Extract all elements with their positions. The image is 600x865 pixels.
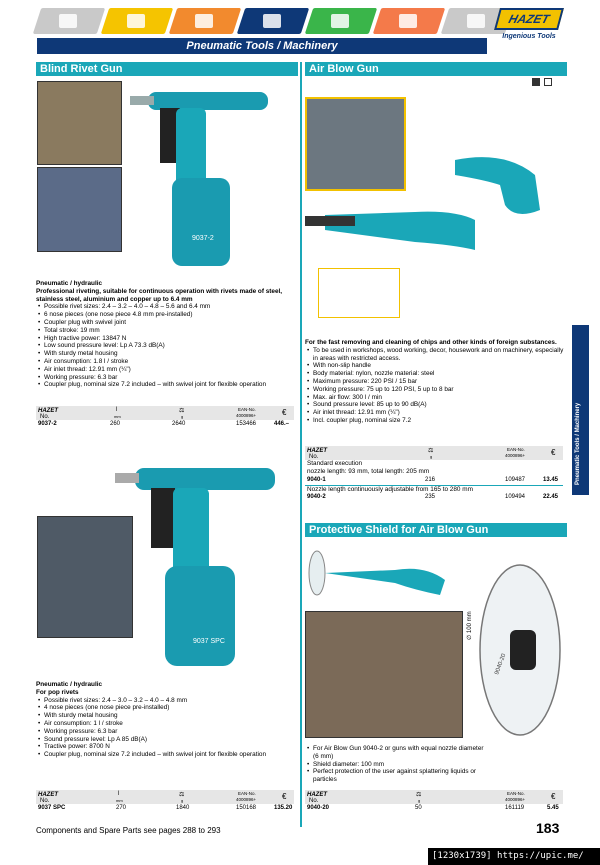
workshop-photo-2 xyxy=(37,167,122,252)
list-item: • Air consumption: 1 l / stroke xyxy=(44,720,298,728)
list-item: • 4 nose pieces (one nose piece pre-installed) xyxy=(44,704,298,712)
pack-icon-2 xyxy=(544,78,552,86)
column-divider xyxy=(300,62,302,827)
desc-1-heading: Pneumatic / hydraulic xyxy=(36,280,103,287)
table-row: 9037 SPC 270 1840 150168 135.20 xyxy=(38,805,293,811)
socket-icon xyxy=(195,14,213,28)
list-item: • Air consumption: 1.8 l / stroke xyxy=(44,358,298,366)
usage-sketch xyxy=(318,268,400,318)
rivet-gun-2-image xyxy=(115,448,285,678)
weight-unit: g xyxy=(181,414,184,419)
desc-1-subheading: Professional riveting, suitable for continuous operation with rivets made of steel, stainless steel, aluminium and copper up to 6.4 mm xyxy=(36,287,283,303)
pack-icon-1 xyxy=(532,78,540,86)
air-heading: For the fast removing and cleaning of chips and other kinds of foreign substances. xyxy=(305,339,557,346)
list-item: • Incl. coupler plug, nominal size 7.2 xyxy=(313,417,565,425)
shield-part-label: 9040-20 xyxy=(494,652,508,676)
list-item: • For Air Blow Gun 9040-2 or guns with equal nozzle diameter (6 mm) xyxy=(313,745,485,761)
logo-subtitle: Ingenious Tools xyxy=(502,33,556,40)
table-header xyxy=(36,406,294,420)
page-number: 183 xyxy=(536,820,560,836)
list-item: • Coupler plug, nominal size 7.2 included – with swivel joint for flexible operation xyxy=(44,751,298,759)
list-item: • Sound pressure level: 85 up to 90 dB(A) xyxy=(313,401,565,409)
wrench-icon xyxy=(127,14,145,28)
currency-col: € xyxy=(282,408,287,417)
table-air-blow xyxy=(305,446,563,502)
shield-desc xyxy=(305,745,485,784)
shield-gun-image xyxy=(305,545,455,600)
weight-icon: ⚖ xyxy=(179,792,185,798)
list-item: • High tractive power: 13847 N xyxy=(44,335,298,343)
list-item: • Coupler plug with swivel joint xyxy=(44,319,298,327)
tab-socket-icon[interactable] xyxy=(169,8,241,34)
tab-wrench-icon[interactable] xyxy=(101,8,173,34)
list-item: • Air inlet thread: 12.91 mm (¼") xyxy=(313,409,565,417)
weight-icon: ⚖ xyxy=(428,448,434,454)
tab-measuring-icon[interactable] xyxy=(305,8,377,34)
brand-col: HAZET xyxy=(38,408,58,414)
pliers-icon xyxy=(399,14,417,28)
gun-2-label: 9037 SPC xyxy=(193,638,225,645)
list-item: • Shield diameter: 100 mm xyxy=(313,761,485,769)
list-item: • Air inlet thread: 12.91 mm (¼") xyxy=(44,366,298,374)
table-9037-2 xyxy=(36,406,294,429)
table-header: HAZET No. l mm ⚖ g EAN-No. 4000896+ € xyxy=(36,790,294,804)
list-item: • Tractive power: 8700 N xyxy=(44,743,298,751)
category-tabs xyxy=(37,8,509,34)
tab-pliers-icon[interactable] xyxy=(373,8,445,34)
section-header-blind-rivet: Blind Rivet Gun xyxy=(36,62,298,76)
blind-rivet-desc-2 xyxy=(36,681,298,759)
measuring-icon xyxy=(331,14,349,28)
ean-col: EAN-No. xyxy=(238,407,256,412)
desc-2-subheading: For pop rivets xyxy=(36,688,79,696)
table-row: 9040-2 235 109494 22.45 xyxy=(307,494,559,501)
table-header: HAZET No. ⚖ g EAN-No. 4000896+ € xyxy=(305,790,563,804)
list-item: • Working pressure: 6.3 bar xyxy=(44,728,298,736)
list-item: • 6 nose pieces (one nose piece 4.8 mm pre-installed) xyxy=(44,311,298,319)
list-item: • Body material: nylon, nozzle material: steel xyxy=(313,370,565,378)
air-blow-desc xyxy=(305,339,565,425)
length-col: l xyxy=(116,407,118,413)
list-item: • Possible rivet sizes: 2.4 – 3.0 – 3.2 – 4.0 – 4.8 mm xyxy=(44,697,298,705)
list-item: • Possible rivet sizes: 2.4 – 3.2 – 4.0 – 4.8 – 5.6 and 6.4 mm xyxy=(44,303,298,311)
list-item: • Max. air flow: 300 l / min xyxy=(313,394,565,402)
dimension-label: ∅ 100 mm xyxy=(467,611,473,640)
tab-book-icon[interactable] xyxy=(33,8,105,34)
workshop-photo-1 xyxy=(37,81,122,165)
source-url: [1230x1739] https://upic.me/ xyxy=(428,848,600,865)
weight-icon: ⚖ xyxy=(416,792,422,798)
list-item: • To be used in workshops, wood working, decor, housework and on machinery, especially in areas with restricted access. xyxy=(313,347,565,363)
hazet-logo xyxy=(494,8,564,48)
list-item: • With sturdy metal housing xyxy=(44,712,298,720)
protective-shield-image xyxy=(468,555,568,745)
blind-rivet-desc-1 xyxy=(36,280,298,389)
air-spec-list xyxy=(305,347,565,425)
info-icon xyxy=(467,14,485,28)
tab-air-tool-icon[interactable] xyxy=(237,8,309,34)
spec-list-1 xyxy=(36,303,298,389)
desc-2-heading: Pneumatic / hydraulic xyxy=(36,681,103,688)
table-header: HAZET No. ⚖ g EAN-No. 4000896+ € xyxy=(305,446,563,460)
side-tab-label: Pneumatic Tools / Machinery xyxy=(575,402,581,485)
rivet-gun-1-image xyxy=(128,78,278,274)
list-item: • Low sound pressure level: Lp A 73.3 dB(A) xyxy=(44,342,298,350)
list-item: • With non-slip handle xyxy=(313,362,565,370)
book-icon xyxy=(59,14,77,28)
shield-spec-list xyxy=(305,745,485,784)
logo-text: HAZET xyxy=(494,8,564,30)
gun-1-label: 9037-2 xyxy=(192,235,214,242)
workshop-photo-3 xyxy=(37,516,133,638)
footer-note: Components and Spare Parts see pages 288 to 293 xyxy=(36,826,221,835)
list-item: • Perfect protection of the user against splattering liquids or particles xyxy=(313,768,485,784)
length-unit: mm xyxy=(114,414,121,419)
list-item: • Working pressure: 75 up to 120 PSI, 5 up to 8 bar xyxy=(313,386,565,394)
page-title: Pneumatic Tools / Machinery xyxy=(37,38,487,54)
table-row: 9037-2 260 2640 153466 446.– xyxy=(38,421,290,427)
list-item: • Maximum pressure: 220 PSI / 15 bar xyxy=(313,378,565,386)
table-row: 9040-20 50 161119 5.45 xyxy=(307,805,559,811)
side-tab xyxy=(572,325,589,495)
air-tool-icon xyxy=(263,14,281,28)
ean-prefix: 4000896+ xyxy=(236,413,257,418)
table-9037-spc xyxy=(36,790,294,813)
list-item: • Coupler plug, nominal size 7.2 included – with swivel joint for flexible operation xyxy=(44,381,298,389)
list-item: • With sturdy metal housing xyxy=(44,350,298,358)
adj-note: Nozzle length continuously adjustable from 165 to 280 mm xyxy=(305,485,563,494)
table-row: 9040-1 216 109487 13.45 xyxy=(307,476,559,483)
table-shield xyxy=(305,790,563,813)
list-item: • Working pressure: 6.3 bar xyxy=(44,374,298,382)
section-header-air-blow: Air Blow Gun xyxy=(305,62,567,76)
spec-list-2 xyxy=(36,697,298,759)
no-col: No. xyxy=(40,414,50,420)
weight-icon: ⚖ xyxy=(179,408,185,414)
list-item: • Total stroke: 19 mm xyxy=(44,327,298,335)
list-item: • Sound pressure level: Lp A 85 dB(A) xyxy=(44,736,298,744)
section-header-shield: Protective Shield for Air Blow Gun xyxy=(305,523,567,537)
std-note: Standard execution nozzle length: 93 mm, total length: 205 mm xyxy=(307,460,430,475)
cleaning-photo xyxy=(305,611,463,738)
